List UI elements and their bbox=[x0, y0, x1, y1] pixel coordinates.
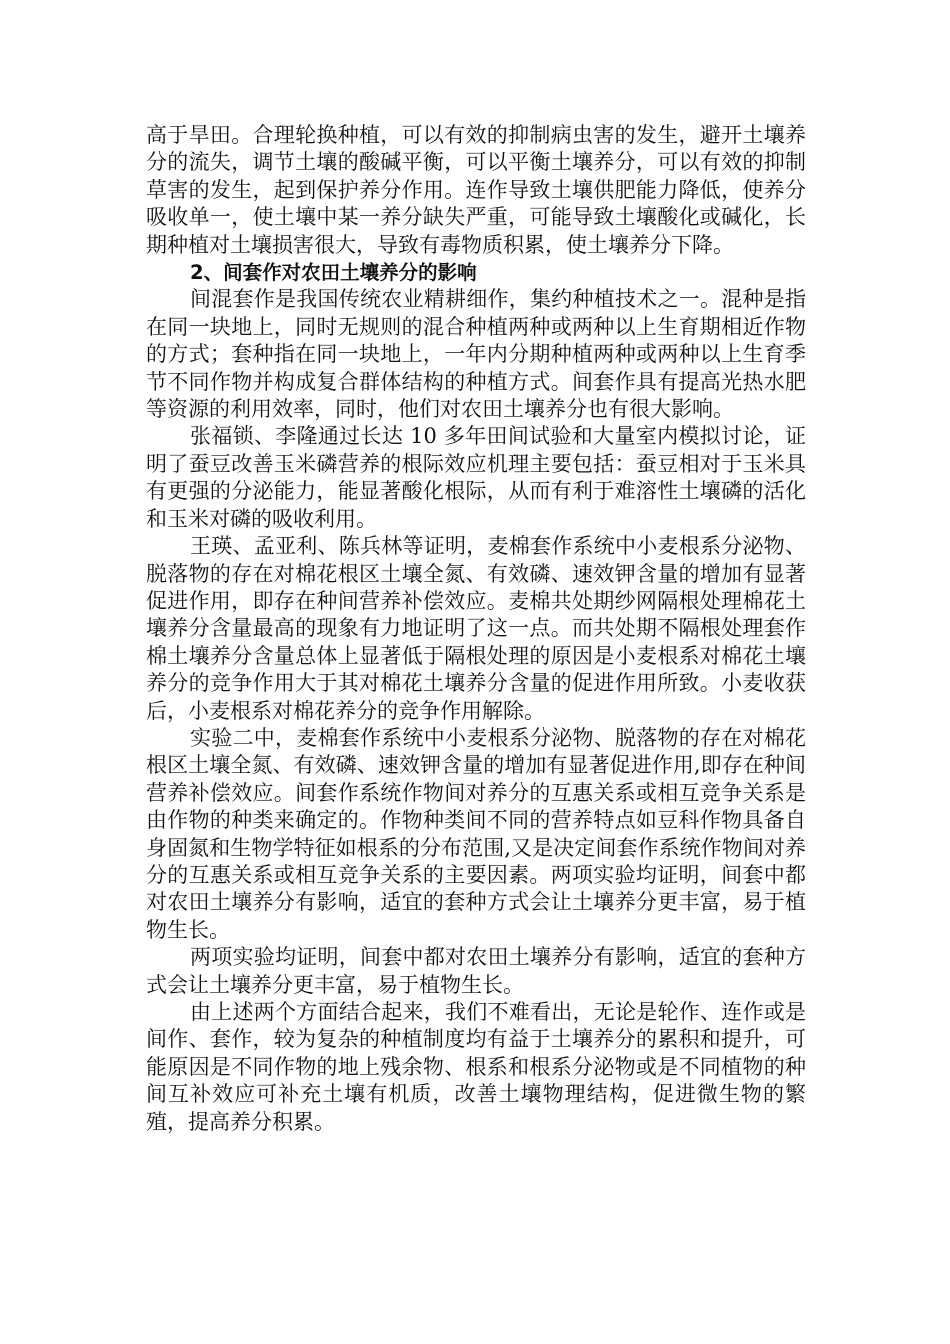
paragraph-experiment-two: 实验二中，麦棉套作系统中小麦根系分泌物、脱落物的存在对棉花根区土壤全氮、有效磷、速效钾含量的增加有显著促进作用,即存在种间营养补偿效应。间套作系统作物间对养分的互惠关系或相互竞争关系是由作物的种类来确定的。作物种类间不同的营养特点如豆科作物具备自身固氮和生物学特征如根系的分布范围,又是决定间套作系统作物间对养分的互惠关系或相互竞争关系的主要因素。两项实验均证明，间套中都对农田土壤养分有影响，适宜的套种方式会让土壤养分更丰富，易于植物生长。 bbox=[146, 725, 806, 942]
paragraph-both-experiments: 两项实验均证明，间套中都对农田土壤养分有影响，适宜的套种方式会让土壤养分更丰富，易于植物生长。 bbox=[146, 945, 806, 997]
paragraph-rotation-continued: 高于旱田。合理轮换种植，可以有效的抑制病虫害的发生，避开土壤养分的流失，调节土壤的酸碱平衡，可以平衡土壤养分，可以有效的抑制草害的发生，起到保护养分作用。连作导致土壤供肥能力降低，使养分吸收单一，使土壤中某一养分缺失严重，可能导致土壤酸化或碱化，长期种植对土壤损害很大，导致有毒物质积累，使土壤养分下降。 bbox=[146, 123, 806, 257]
section-heading: 2、间套作对农田土壤养分的影响 bbox=[190, 261, 477, 285]
document-page bbox=[146, 122, 806, 1136]
paragraph-intercropping-intro: 间混套作是我国传统农业精耕细作，集约种植技术之一。混种是指在同一块地上，同时无规则的混合种植两种或两种以上生育期相近作物的方式；套种指在同一块地上，一年内分期种植两种或两种以上生育季节不同作物并构成复合群体结构的种植方式。间套作具有提高光热水肥等资源的利用效率，同时，他们对农田土壤养分也有很大影响。 bbox=[146, 287, 806, 422]
paragraph-conclusion: 由上述两个方面结合起来，我们不难看出，无论是轮作、连作或是间作、套作，较为复杂的种植制度均有益于土壤养分的累积和提升，可能原因是不同作物的地上残余物、根系和根系分泌物或是不同植物的种间互补效应可补充土壤有机质，改善土壤物理结构，促进微生物的繁殖，提高养分积累。 bbox=[146, 1000, 806, 1134]
paragraph-wang-meng-chen-study: 王瑛、孟亚利、陈兵林等证明，麦棉套作系统中小麦根系分泌物、脱落物的存在对棉花根区土壤全氮、有效磷、速效钾含量的增加有显著促进作用，即存在种间营养补偿效应。麦棉共处期纱网隔根处理棉花土壤养分含量最高的现象有力地证明了这一点。而共处期不隔根处理套作棉土壤养分含量总体上显著低于隔根处理的原因是小麦根系对棉花土壤养分的竞争作用大于其对棉花土壤养分含量的促进作用所致。小麦收获后，小麦根系对棉花养分的竞争作用解除。 bbox=[146, 534, 806, 723]
paragraph-zhang-li-study: 张福锁、李隆通过长达 10 多年田间试验和大量室内模拟讨论，证明了蚕豆改善玉米磷营养的根际效应机理主要包括：蚕豆相对于玉米具有更强的分泌能力，能显著酸化根际，从而有利于难溶性土壤磷的活化和玉米对磷的吸收利用。 bbox=[146, 424, 806, 531]
